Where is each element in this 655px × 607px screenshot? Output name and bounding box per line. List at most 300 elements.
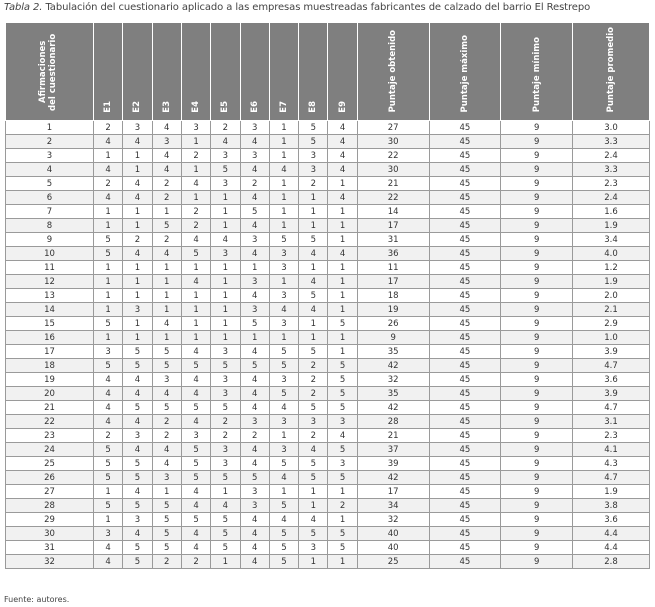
table-cell: 1	[123, 275, 152, 289]
table-cell: 14	[6, 303, 94, 317]
table-cell: 5	[240, 359, 269, 373]
table-source: Fuente: autores.	[4, 595, 70, 604]
column-header: E7	[269, 23, 298, 121]
table-cell: 2	[123, 233, 152, 247]
table-cell: 4	[181, 499, 210, 513]
column-header: E8	[299, 23, 328, 121]
table-cell: 4	[152, 457, 181, 471]
table-cell: 4	[123, 387, 152, 401]
table-cell: 28	[6, 499, 94, 513]
table-cell: 1	[299, 219, 328, 233]
table-cell: 5	[328, 527, 357, 541]
table-cell: 4.7	[573, 401, 650, 415]
table-cell: 5	[152, 345, 181, 359]
table-cell: 1	[240, 331, 269, 345]
table-cell: 29	[6, 513, 94, 527]
table-cell: 45	[429, 443, 501, 457]
table-cell: 45	[429, 275, 501, 289]
table-cell: 5	[181, 513, 210, 527]
table-cell: 5	[123, 345, 152, 359]
table-cell: 1	[211, 205, 240, 219]
column-header: E4	[181, 23, 210, 121]
table-cell: 4	[211, 233, 240, 247]
table-cell: 9	[501, 261, 573, 275]
table-cell: 5	[152, 541, 181, 555]
table-cell: 8	[6, 219, 94, 233]
table-cell: 5	[269, 233, 298, 247]
table-cell: 5	[299, 345, 328, 359]
table-cell: 3	[152, 373, 181, 387]
table-cell: 4	[328, 429, 357, 443]
table-cell: 17	[357, 219, 429, 233]
table-cell: 4.4	[573, 541, 650, 555]
table-cell: 45	[429, 513, 501, 527]
table-cell: 3	[240, 485, 269, 499]
table-cell: 45	[429, 471, 501, 485]
table-cell: 9	[501, 233, 573, 247]
table-cell: 5	[240, 317, 269, 331]
table-cell: 1	[211, 317, 240, 331]
table-cell: 5	[328, 541, 357, 555]
table-row	[6, 513, 650, 527]
table-cell: 5	[328, 317, 357, 331]
table-cell: 4	[240, 555, 269, 569]
table-cell: 4	[181, 275, 210, 289]
table-header-row	[6, 23, 650, 121]
table-cell: 4	[93, 415, 122, 429]
table-cell: 3.6	[573, 513, 650, 527]
table-cell: 3.9	[573, 345, 650, 359]
table-cell: 4	[240, 541, 269, 555]
table-cell: 1	[299, 555, 328, 569]
table-cell: 14	[357, 205, 429, 219]
table-cell: 3.8	[573, 499, 650, 513]
table-row	[6, 135, 650, 149]
table-cell: 9	[501, 205, 573, 219]
table-cell: 3	[240, 149, 269, 163]
table-cell: 17	[357, 485, 429, 499]
table-cell: 5	[211, 359, 240, 373]
table-cell: 1	[211, 275, 240, 289]
table-row	[6, 163, 650, 177]
table-cell: 3	[269, 247, 298, 261]
table-cell: 1	[152, 485, 181, 499]
table-cell: 1	[123, 149, 152, 163]
table-cell: 17	[357, 275, 429, 289]
table-cell: 45	[429, 135, 501, 149]
table-cell: 5	[93, 443, 122, 457]
table-row	[6, 359, 650, 373]
table-cell: 1	[211, 191, 240, 205]
table-cell: 1.9	[573, 485, 650, 499]
table-cell: 45	[429, 219, 501, 233]
table-cell: 5	[152, 527, 181, 541]
table-row	[6, 429, 650, 443]
table-cell: 4.0	[573, 247, 650, 261]
table-cell: 1	[240, 261, 269, 275]
table-cell: 1	[6, 121, 94, 135]
table-cell: 3	[211, 149, 240, 163]
table-cell: 5	[269, 499, 298, 513]
table-cell: 9	[501, 345, 573, 359]
table-row	[6, 317, 650, 331]
table-cell: 4	[240, 289, 269, 303]
table-cell: 16	[6, 331, 94, 345]
table-cell: 5	[240, 205, 269, 219]
table-cell: 4	[240, 387, 269, 401]
table-row	[6, 275, 650, 289]
table-row	[6, 415, 650, 429]
table-cell: 3	[299, 149, 328, 163]
table-cell: 4	[211, 499, 240, 513]
table-cell: 4	[328, 191, 357, 205]
table-cell: 9	[501, 247, 573, 261]
table-row	[6, 345, 650, 359]
table-caption-text: Tabulación del cuestionario aplicado a las empresas muestreadas fabricantes de calzado del barrio El Restrepo	[42, 2, 591, 13]
table-cell: 4	[299, 513, 328, 527]
table-cell: 3	[123, 121, 152, 135]
table-cell: 31	[357, 233, 429, 247]
table-cell: 5	[299, 401, 328, 415]
table-cell: 4.1	[573, 443, 650, 457]
table-cell: 5	[181, 457, 210, 471]
table-cell: 42	[357, 401, 429, 415]
table-cell: 2	[240, 177, 269, 191]
table-cell: 30	[6, 527, 94, 541]
table-cell: 5	[211, 527, 240, 541]
table-cell: 4	[181, 527, 210, 541]
table-cell: 5	[328, 359, 357, 373]
table-cell: 4	[269, 471, 298, 485]
table-cell: 26	[357, 317, 429, 331]
table-cell: 9	[501, 275, 573, 289]
table-cell: 4	[181, 415, 210, 429]
table-cell: 4	[240, 163, 269, 177]
table-cell: 45	[429, 205, 501, 219]
table-cell: 5	[152, 219, 181, 233]
table-cell: 9	[501, 121, 573, 135]
table-cell: 1	[328, 331, 357, 345]
table-cell: 1	[211, 303, 240, 317]
table-cell: 1	[299, 331, 328, 345]
table-cell: 5	[152, 499, 181, 513]
table-cell: 9	[501, 513, 573, 527]
table-cell: 3	[240, 415, 269, 429]
table-cell: 4	[240, 191, 269, 205]
table-cell: 3	[269, 373, 298, 387]
table-row	[6, 177, 650, 191]
table-cell: 1	[93, 485, 122, 499]
table-cell: 4.7	[573, 471, 650, 485]
table-cell: 1	[181, 331, 210, 345]
table-cell: 3	[123, 513, 152, 527]
table-cell: 5	[6, 177, 94, 191]
table-cell: 4	[152, 121, 181, 135]
table-cell: 1	[152, 303, 181, 317]
table-cell: 4	[181, 233, 210, 247]
table-cell: 4	[240, 527, 269, 541]
table-cell: 4	[181, 345, 210, 359]
table-cell: 5	[211, 541, 240, 555]
table-cell: 1	[181, 317, 210, 331]
table-cell: 9	[501, 541, 573, 555]
table-cell: 45	[429, 303, 501, 317]
table-cell: 5	[299, 527, 328, 541]
table-body	[6, 121, 650, 569]
table-cell: 45	[429, 261, 501, 275]
table-cell: 4	[328, 163, 357, 177]
table-cell: 26	[6, 471, 94, 485]
table-cell: 4	[93, 373, 122, 387]
table-cell: 3	[93, 527, 122, 541]
table-cell: 2	[152, 233, 181, 247]
table-cell: 1	[123, 205, 152, 219]
table-cell: 5	[211, 513, 240, 527]
table-row	[6, 373, 650, 387]
table-cell: 1	[299, 317, 328, 331]
table-cell: 3.1	[573, 415, 650, 429]
table-cell: 1	[211, 261, 240, 275]
table-cell: 5	[299, 121, 328, 135]
column-header: E1	[93, 23, 122, 121]
table-cell: 4	[123, 485, 152, 499]
table-cell: 1	[269, 331, 298, 345]
table-cell: 4	[152, 387, 181, 401]
table-cell: 1	[211, 289, 240, 303]
table-cell: 4	[6, 163, 94, 177]
table-cell: 5	[93, 499, 122, 513]
table-cell: 2.3	[573, 177, 650, 191]
table-cell: 9	[501, 387, 573, 401]
table-cell: 5	[93, 317, 122, 331]
table-row	[6, 121, 650, 135]
table-cell: 1	[123, 317, 152, 331]
table-cell: 45	[429, 345, 501, 359]
table-cell: 1	[181, 135, 210, 149]
table-cell: 3	[240, 233, 269, 247]
table-cell: 23	[6, 429, 94, 443]
table-cell: 4	[93, 401, 122, 415]
table-cell: 1	[123, 331, 152, 345]
table-cell: 1	[299, 191, 328, 205]
table-cell: 3.3	[573, 135, 650, 149]
table-cell: 4	[299, 303, 328, 317]
table-cell: 1	[269, 149, 298, 163]
table-cell: 17	[6, 345, 94, 359]
table-cell: 21	[357, 429, 429, 443]
table-cell: 1	[181, 261, 210, 275]
table-cell: 3	[240, 303, 269, 317]
table-cell: 4	[240, 443, 269, 457]
table-cell: 18	[357, 289, 429, 303]
table-cell: 5	[211, 471, 240, 485]
table-cell: 45	[429, 177, 501, 191]
table-cell: 3	[181, 121, 210, 135]
table-cell: 1	[269, 429, 298, 443]
table-cell: 45	[429, 373, 501, 387]
table-cell: 25	[357, 555, 429, 569]
table-cell: 1	[328, 345, 357, 359]
table-cell: 7	[6, 205, 94, 219]
table-cell: 3.4	[573, 233, 650, 247]
table-cell: 9	[501, 317, 573, 331]
table-cell: 1.6	[573, 205, 650, 219]
table-cell: 3	[211, 443, 240, 457]
table-cell: 3	[269, 415, 298, 429]
table-cell: 22	[357, 149, 429, 163]
table-cell: 45	[429, 527, 501, 541]
table-cell: 45	[429, 485, 501, 499]
table-cell: 4	[328, 149, 357, 163]
table-cell: 1.9	[573, 275, 650, 289]
table-cell: 45	[429, 401, 501, 415]
table-cell: 28	[357, 415, 429, 429]
table-cell: 21	[357, 177, 429, 191]
table-cell: 5	[123, 401, 152, 415]
table-cell: 1	[181, 303, 210, 317]
table-cell: 45	[429, 387, 501, 401]
table-cell: 3.9	[573, 387, 650, 401]
table-cell: 1	[211, 485, 240, 499]
table-cell: 4	[123, 527, 152, 541]
table-cell: 4	[152, 247, 181, 261]
table-cell: 45	[429, 457, 501, 471]
table-cell: 4	[240, 513, 269, 527]
table-cell: 4	[123, 247, 152, 261]
table-cell: 45	[429, 121, 501, 135]
table-row	[6, 149, 650, 163]
table-cell: 1	[123, 219, 152, 233]
table-cell: 19	[6, 373, 94, 387]
table-cell: 2	[299, 359, 328, 373]
table-cell: 2	[152, 177, 181, 191]
table-cell: 4	[240, 135, 269, 149]
table-cell: 4	[152, 163, 181, 177]
table-cell: 21	[6, 401, 94, 415]
table-cell: 1	[328, 289, 357, 303]
table-cell: 3.0	[573, 121, 650, 135]
table-cell: 3	[211, 387, 240, 401]
table-cell: 1	[269, 485, 298, 499]
table-cell: 3	[240, 499, 269, 513]
table-cell: 45	[429, 233, 501, 247]
table-cell: 1	[181, 289, 210, 303]
table-cell: 4	[93, 135, 122, 149]
table-cell: 2	[299, 387, 328, 401]
table-cell: 4	[328, 121, 357, 135]
table-cell: 1	[299, 261, 328, 275]
table-cell: 15	[6, 317, 94, 331]
table-cell: 1	[152, 205, 181, 219]
table-cell: 9	[501, 219, 573, 233]
table-cell: 1	[299, 499, 328, 513]
table-cell: 45	[429, 191, 501, 205]
table-cell: 4	[93, 555, 122, 569]
table-cell: 11	[6, 261, 94, 275]
table-cell: 31	[6, 541, 94, 555]
table-cell: 2.8	[573, 555, 650, 569]
table-cell: 1	[328, 233, 357, 247]
table-cell: 4	[299, 247, 328, 261]
table-row	[6, 205, 650, 219]
table-cell: 4	[123, 191, 152, 205]
table-cell: 45	[429, 149, 501, 163]
table-cell: 25	[6, 457, 94, 471]
table-cell: 9	[501, 457, 573, 471]
table-cell: 19	[357, 303, 429, 317]
table-cell: 5	[93, 359, 122, 373]
table-row	[6, 387, 650, 401]
table-cell: 5	[299, 457, 328, 471]
table-cell: 9	[501, 471, 573, 485]
table-cell: 5	[181, 443, 210, 457]
table-cell: 4	[240, 401, 269, 415]
column-header: E6	[240, 23, 269, 121]
table-cell: 1	[93, 205, 122, 219]
table-cell: 1	[211, 555, 240, 569]
table-cell: 32	[6, 555, 94, 569]
table-row	[6, 527, 650, 541]
table-cell: 2	[181, 205, 210, 219]
table-cell: 45	[429, 331, 501, 345]
table-cell: 3	[211, 177, 240, 191]
table-cell: 1	[269, 191, 298, 205]
table-cell: 9	[501, 373, 573, 387]
table-cell: 5	[152, 359, 181, 373]
table-cell: 3	[123, 303, 152, 317]
table-row	[6, 401, 650, 415]
table-cell: 2	[181, 149, 210, 163]
table-cell: 5	[181, 359, 210, 373]
table-cell: 5	[93, 457, 122, 471]
table-cell: 5	[269, 345, 298, 359]
column-header: Puntaje obtenido	[357, 23, 429, 121]
table-cell: 4	[240, 457, 269, 471]
table-cell: 1	[181, 163, 210, 177]
table-cell: 4	[123, 373, 152, 387]
table-cell: 12	[6, 275, 94, 289]
table-cell: 9	[501, 555, 573, 569]
table-cell: 9	[501, 191, 573, 205]
table-cell: 5	[299, 135, 328, 149]
table-cell: 2.9	[573, 317, 650, 331]
table-cell: 5	[181, 471, 210, 485]
table-cell: 2	[299, 373, 328, 387]
table-cell: 1	[328, 219, 357, 233]
table-cell: 5	[328, 471, 357, 485]
table-cell: 45	[429, 317, 501, 331]
table-cell: 20	[6, 387, 94, 401]
table-cell: 18	[6, 359, 94, 373]
table-cell: 5	[299, 289, 328, 303]
table-cell: 4.4	[573, 527, 650, 541]
table-cell: 2	[240, 429, 269, 443]
table-cell: 5	[211, 163, 240, 177]
column-header: E2	[123, 23, 152, 121]
table-cell: 9	[501, 331, 573, 345]
table-cell: 2	[299, 177, 328, 191]
table-cell: 2.4	[573, 191, 650, 205]
table-cell: 1	[123, 163, 152, 177]
table-cell: 9	[501, 177, 573, 191]
table-cell: 45	[429, 541, 501, 555]
table-cell: 5	[299, 471, 328, 485]
table-cell: 27	[6, 485, 94, 499]
table-cell: 9	[501, 289, 573, 303]
table-cell: 5	[269, 555, 298, 569]
table-cell: 3	[269, 443, 298, 457]
column-header: Afirmaciones del cuestionario	[6, 23, 94, 121]
